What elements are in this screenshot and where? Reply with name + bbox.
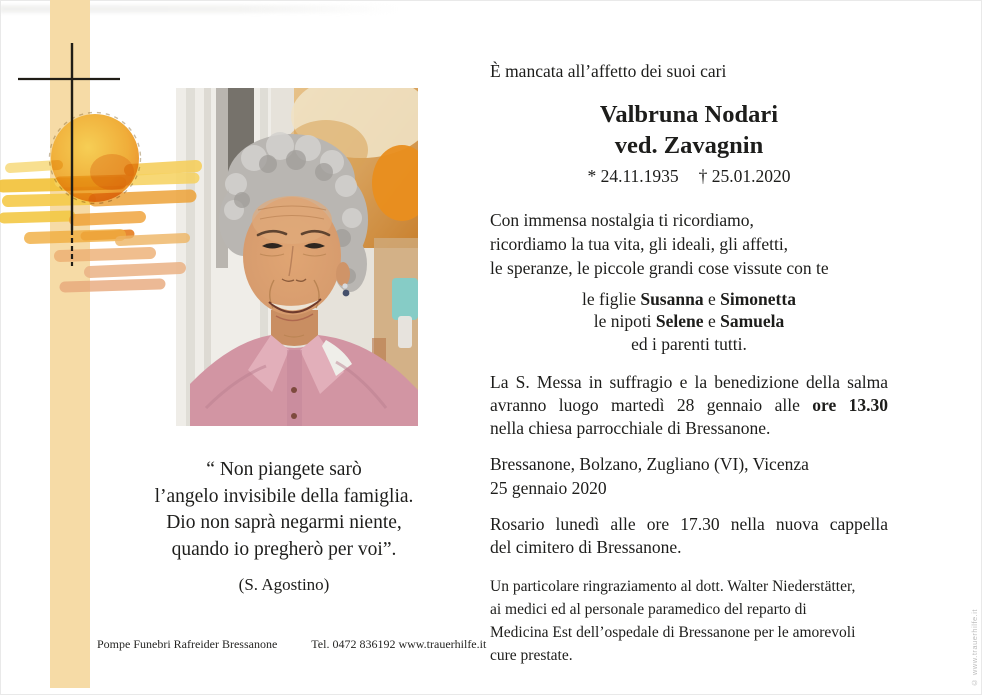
places-line: Bressanone, Bolzano, Zugliano (VI), Vicenza <box>490 454 809 475</box>
rosary-line2: del cimitero di Bressanone. <box>490 536 682 557</box>
rosary-announcement <box>490 513 888 559</box>
remembrance-line: le speranze, le piccole grandi cose vissute con te <box>490 257 829 278</box>
relatives-line: ed i parenti tutti. <box>631 334 747 355</box>
mass-announcement <box>490 371 888 440</box>
watercolor-cross-sun-art <box>0 0 220 300</box>
name-line2: ved. Zavagnin <box>614 131 764 159</box>
mass-line3: nella chiesa parrocchiale di Bressanone. <box>490 418 771 439</box>
life-dates <box>490 165 888 189</box>
remembrance-line: Con immensa nostalgia ti ricordiamo, <box>490 210 754 231</box>
funeral-home-footer <box>97 637 486 652</box>
mass-line2: avranno luogo martedì 28 gennaio alle ore 13.30 <box>490 395 888 416</box>
family-list <box>490 288 888 356</box>
deceased-name <box>490 100 888 162</box>
granddaughters-line: le nipoti Selene e Samuela <box>593 311 785 332</box>
remembrance-text <box>490 209 888 280</box>
intro-line: È mancata all’affetto dei suoi cari <box>490 61 727 81</box>
thanks-line: Un particolare ringraziamento al dott. Walter Niederstätter, <box>490 578 856 596</box>
thanks-line: Medicina Est dell’ospedale di Bressanone per le amorevoli <box>490 623 856 641</box>
quote-line: Dio non saprà negarmi niente, <box>166 512 402 534</box>
quote-line: l’angelo invisibile della famiglia. <box>154 485 414 507</box>
rosary-line1: Rosario lunedì alle ore 17.30 nella nuova cappella <box>490 513 888 534</box>
quote-attribution: (S. Agostino) <box>238 575 330 595</box>
announcement-column <box>490 60 888 668</box>
memorial-quote <box>88 457 480 596</box>
announcement-date: 25 gennaio 2020 <box>490 478 607 499</box>
funeral-home-name: Pompe Funebri Rafreider Bressanone <box>97 637 278 651</box>
remembrance-line: ricordiamo la tua vita, gli ideali, gli affetti, <box>490 234 789 255</box>
thanks-text <box>490 576 888 668</box>
funeral-home-contact: Tel. 0472 836192 www.trauerhilfe.it <box>311 637 487 651</box>
thanks-line: ai medici ed al personale paramedico del reparto di <box>490 600 807 618</box>
birth-date: * 24.11.1935 <box>587 165 679 186</box>
quote-line: “ Non piangete sarò <box>206 459 362 480</box>
death-date: † 25.01.2020 <box>698 165 791 186</box>
daughters-line: le figlie Susanna e Simonetta <box>582 288 796 309</box>
edge-watermark: © www.trauerhilfe.it <box>970 608 979 687</box>
quote-line: quando io pregherò per voi”. <box>171 538 397 560</box>
name-line1: Valbruna Nodari <box>599 100 779 128</box>
thanks-line: cure prestate. <box>490 646 573 664</box>
mass-line1: La S. Messa in suffragio e la benedizione della salma <box>490 371 888 392</box>
